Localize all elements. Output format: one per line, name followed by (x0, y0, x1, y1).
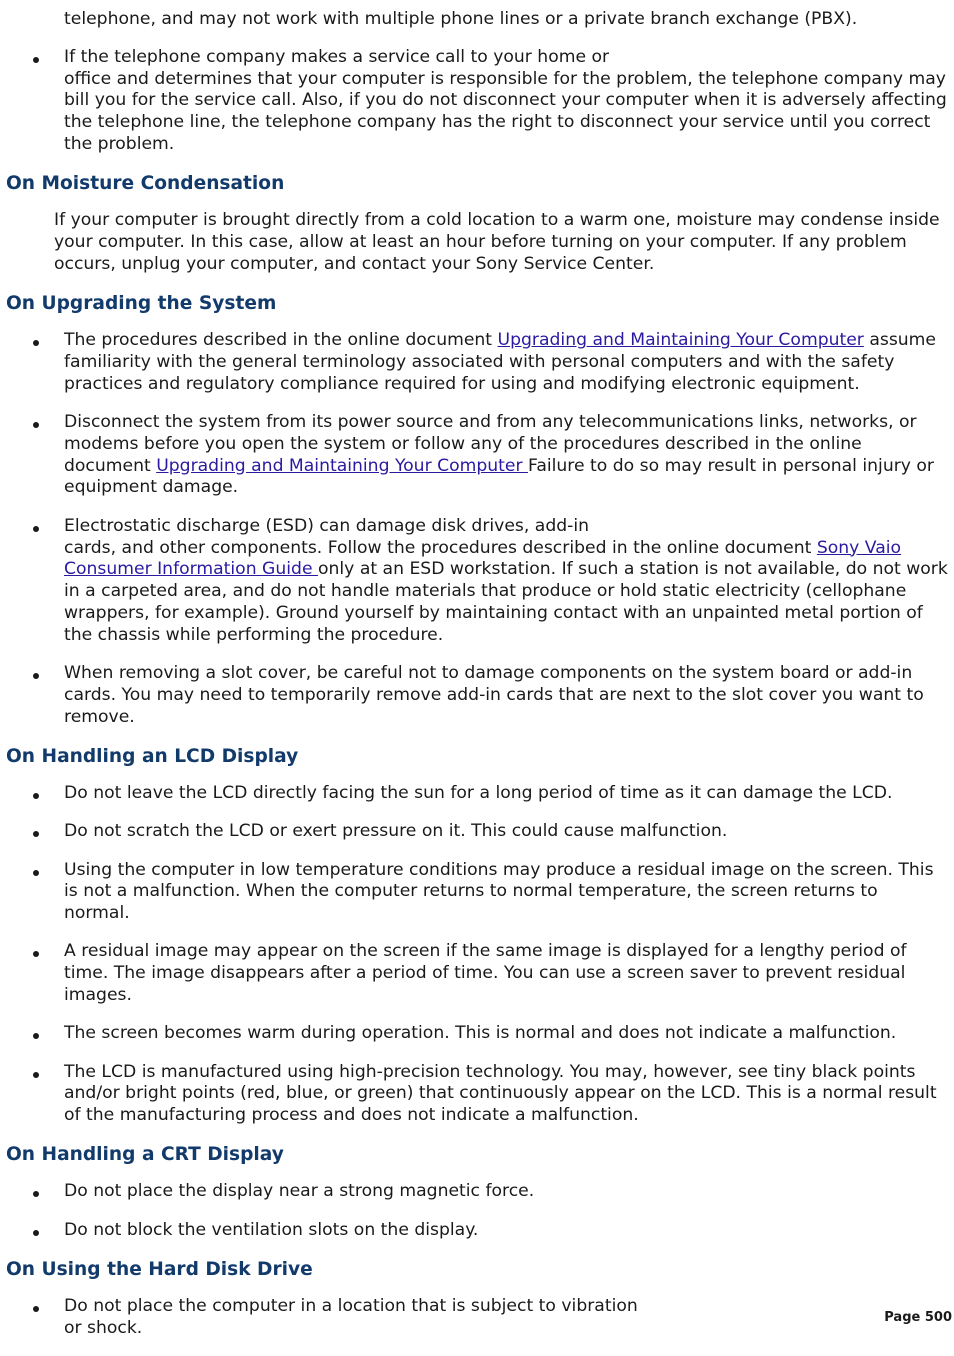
bullet-icon (33, 340, 39, 346)
lcd-list (0, 783, 954, 1127)
list-item: Do not place the display near a strong magnetic force. (0, 1181, 954, 1203)
bullet-icon (33, 951, 39, 957)
list-item: If the telephone company makes a service call to your home or office and determines that your computer is responsible for the problem, the telephone company may bill you for the service call. Also, if you do not disconnect your computer when it is adversely affecting the telephone line, the telephone company has the right to disconnect your service until you correct the problem. (0, 47, 954, 156)
section-heading-lcd: On Handling an LCD Display (6, 745, 299, 767)
list-item: The procedures described in the online document Upgrading and Maintaining Your Computer assume familiarity with the general terminology associated with personal computers and with the safety practices and regulatory compliance required for using and modifying electronic equipment. (0, 330, 954, 395)
list-item: Do not leave the LCD directly facing the sun for a long period of time as it can damage the LCD. (0, 783, 954, 805)
bullet-icon (33, 526, 39, 532)
upgrading-list (0, 330, 954, 728)
bullet-icon (33, 57, 39, 63)
bullet-icon (33, 831, 39, 837)
list-item: When removing a slot cover, be careful not to damage components on the system board or add-in cards. You may need to temporarily remove add-in cards that are next to the slot cover you want to remove. (0, 663, 954, 728)
list-item: The LCD is manufactured using high-precision technology. You may, however, see tiny black points and/or bright points (red, blue, or green) that continuously appear on the LCD. This is a normal result of the manufacturing process and does not indicate a malfunction. (0, 1062, 954, 1127)
bullet-icon (33, 1072, 39, 1078)
list-item: Do not place the computer in a location that is subject to vibration or shock. (0, 1296, 954, 1340)
list-item: Do not block the ventilation slots on the display. (0, 1220, 954, 1242)
crt-list (0, 1181, 954, 1241)
page-number: Page 500 (884, 1310, 952, 1326)
list-item: The screen becomes warm during operation. This is normal and does not indicate a malfunction. (0, 1023, 954, 1045)
section-heading-hdd: On Using the Hard Disk Drive (6, 1259, 313, 1281)
upgrading-guide-link[interactable]: Upgrading and Maintaining Your Computer (497, 330, 864, 351)
list-item: Disconnect the system from its power source and from any telecommunications links, networks, or modems before you open the system or follow any of the procedures described in the online document Upgrading and Maintaining Your Computer Failure to do so may result in personal injury or equipment damage. (0, 412, 954, 499)
upgrading-guide-link[interactable]: Upgrading and Maintaining Your Computer (156, 455, 529, 476)
section-heading-crt: On Handling a CRT Display (6, 1144, 284, 1166)
telephone-list (0, 47, 954, 156)
list-item: Do not scratch the LCD or exert pressure on it. This could cause malfunction. (0, 821, 954, 843)
list-item: Electrostatic discharge (ESD) can damage disk drives, add-in cards, and other components. Follow the procedures described in the online document Sony Vaio Consumer Information Guide only at an ESD workstation. If such a station is not available, do not work in a carpeted area, and do not handle materials that produce or hold static electricity (cellophane wrappers, for example). Ground yourself by maintaining contact with an unpainted metal portion of the chassis while performing the procedure. (0, 516, 954, 647)
bullet-icon (33, 673, 39, 679)
moisture-paragraph: If your computer is brought directly from a cold location to a warm one, moisture may condense inside your computer. In this case, allow at least an hour before turning on your computer. If any problem occurs, unplug your computer, and contact your Sony Service Center. (54, 210, 940, 274)
bullet-icon (33, 793, 39, 799)
bullet-icon (33, 422, 39, 428)
bullet-icon (33, 1033, 39, 1039)
list-item: A residual image may appear on the screen if the same image is displayed for a lengthy period of time. The image disappears after a period of time. You can use a screen saver to prevent residual images. (0, 941, 954, 1006)
list-item: Using the computer in low temperature conditions may produce a residual image on the screen. This is not a malfunction. When the computer returns to normal temperature, the screen returns to normal. (0, 860, 954, 925)
bullet-icon (33, 1191, 39, 1197)
bullet-icon (33, 1306, 39, 1312)
hdd-list (0, 1296, 954, 1340)
section-heading-moisture: On Moisture Condensation (6, 173, 285, 195)
bullet-icon (33, 1230, 39, 1236)
section-heading-upgrading: On Upgrading the System (6, 293, 277, 315)
bullet-icon (33, 870, 39, 876)
continued-text: telephone, and may not work with multiple phone lines or a private branch exchange (PBX). (64, 9, 858, 29)
consumer-info-guide-link[interactable]: Sony Vaio Consumer Information Guide (64, 537, 902, 580)
